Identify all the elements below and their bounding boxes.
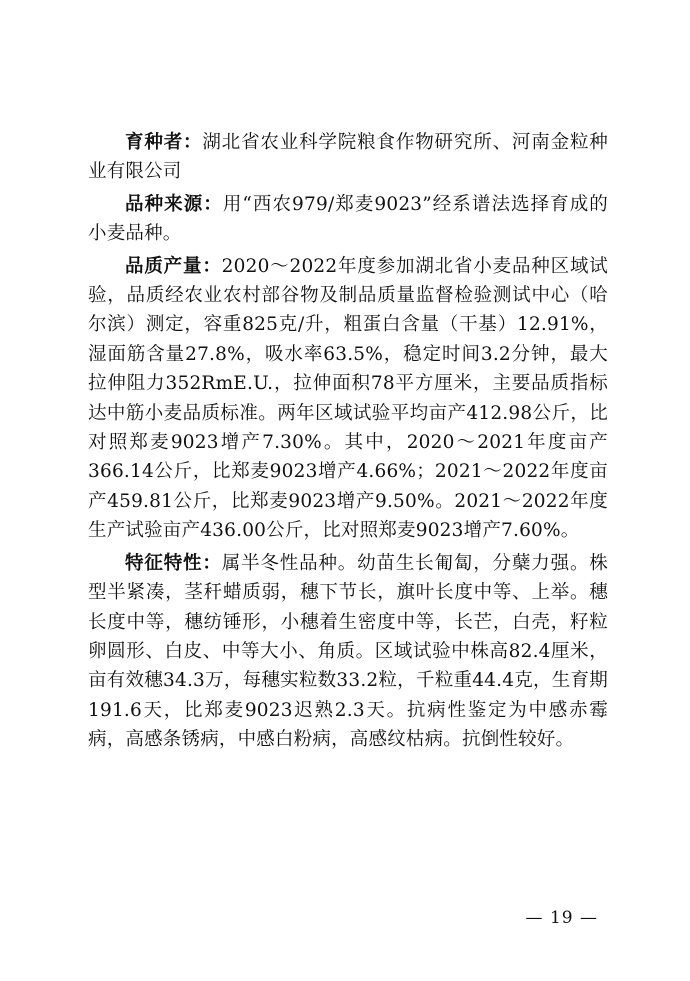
page-content — [88, 128, 608, 758]
characteristics-paragraph — [88, 549, 608, 755]
characteristics-text: 属半冬性品种。幼苗生长匍匐，分蘖力强。株型半紧凑，茎秆蜡质弱，穗下节长，旗叶长度中等、上举。穗长度中等，穗纺锤形，小穗着生密度中等，长芒，白壳，籽粒卵圆形、白皮、中等大小、角质。区域试验中株高82.4厘米，亩有效穗34.3万，每穗实粒数33.2粒，千粒重44.4克，生育期191.6天，比郑麦9023迟熟2.3天。抗病性鉴定为中感赤霉病，高感条锈病，中感白粉病，高感纹枯病。抗倒性较好。 — [88, 552, 608, 751]
variety-source-text: 用“西农979/郑麦9023”经系谱法选择育成的小麦品种。 — [88, 193, 608, 245]
variety-source-label: 品种来源： — [125, 193, 223, 215]
quality-yield-paragraph — [88, 252, 608, 546]
breeder-paragraph — [88, 128, 608, 187]
breeder-text: 湖北省农业科学院粮食作物研究所、河南金粒种业有限公司 — [88, 132, 608, 183]
quality-yield-text: 2020～2022年度参加湖北省小麦品种区域试验，品质经农业农村部谷物及制品质量监督检验测试中心（哈尔滨）测定，容重825克/升，粗蛋白含量（干基）12.91%，湿面筋含量27.8%，吸水率63.5%，稳定时间3.2分钟，最大拉伸阻力352RmE.U.，拉伸面积78平方厘米，主要品质指标达中筋小麦品质标准。两年区域试验平均亩产412.98公斤，比对照郑麦9023增产7.30%。其中，2020～2021年度亩产366.14公斤，比郑麦9023增产4.66%；2021～2022年度亩产459.81公斤，比郑麦9023增产9.50%。2021～2022年度生产试验亩产436.00公斤，比对照郑麦9023增产7.60%。 — [88, 255, 608, 542]
characteristics-label: 特征特性： — [125, 552, 222, 574]
quality-yield-label: 品质产量： — [125, 255, 222, 277]
breeder-label: 育种者： — [125, 132, 203, 153]
page-number: — 19 — — [525, 908, 598, 928]
variety-source-paragraph — [88, 190, 608, 249]
